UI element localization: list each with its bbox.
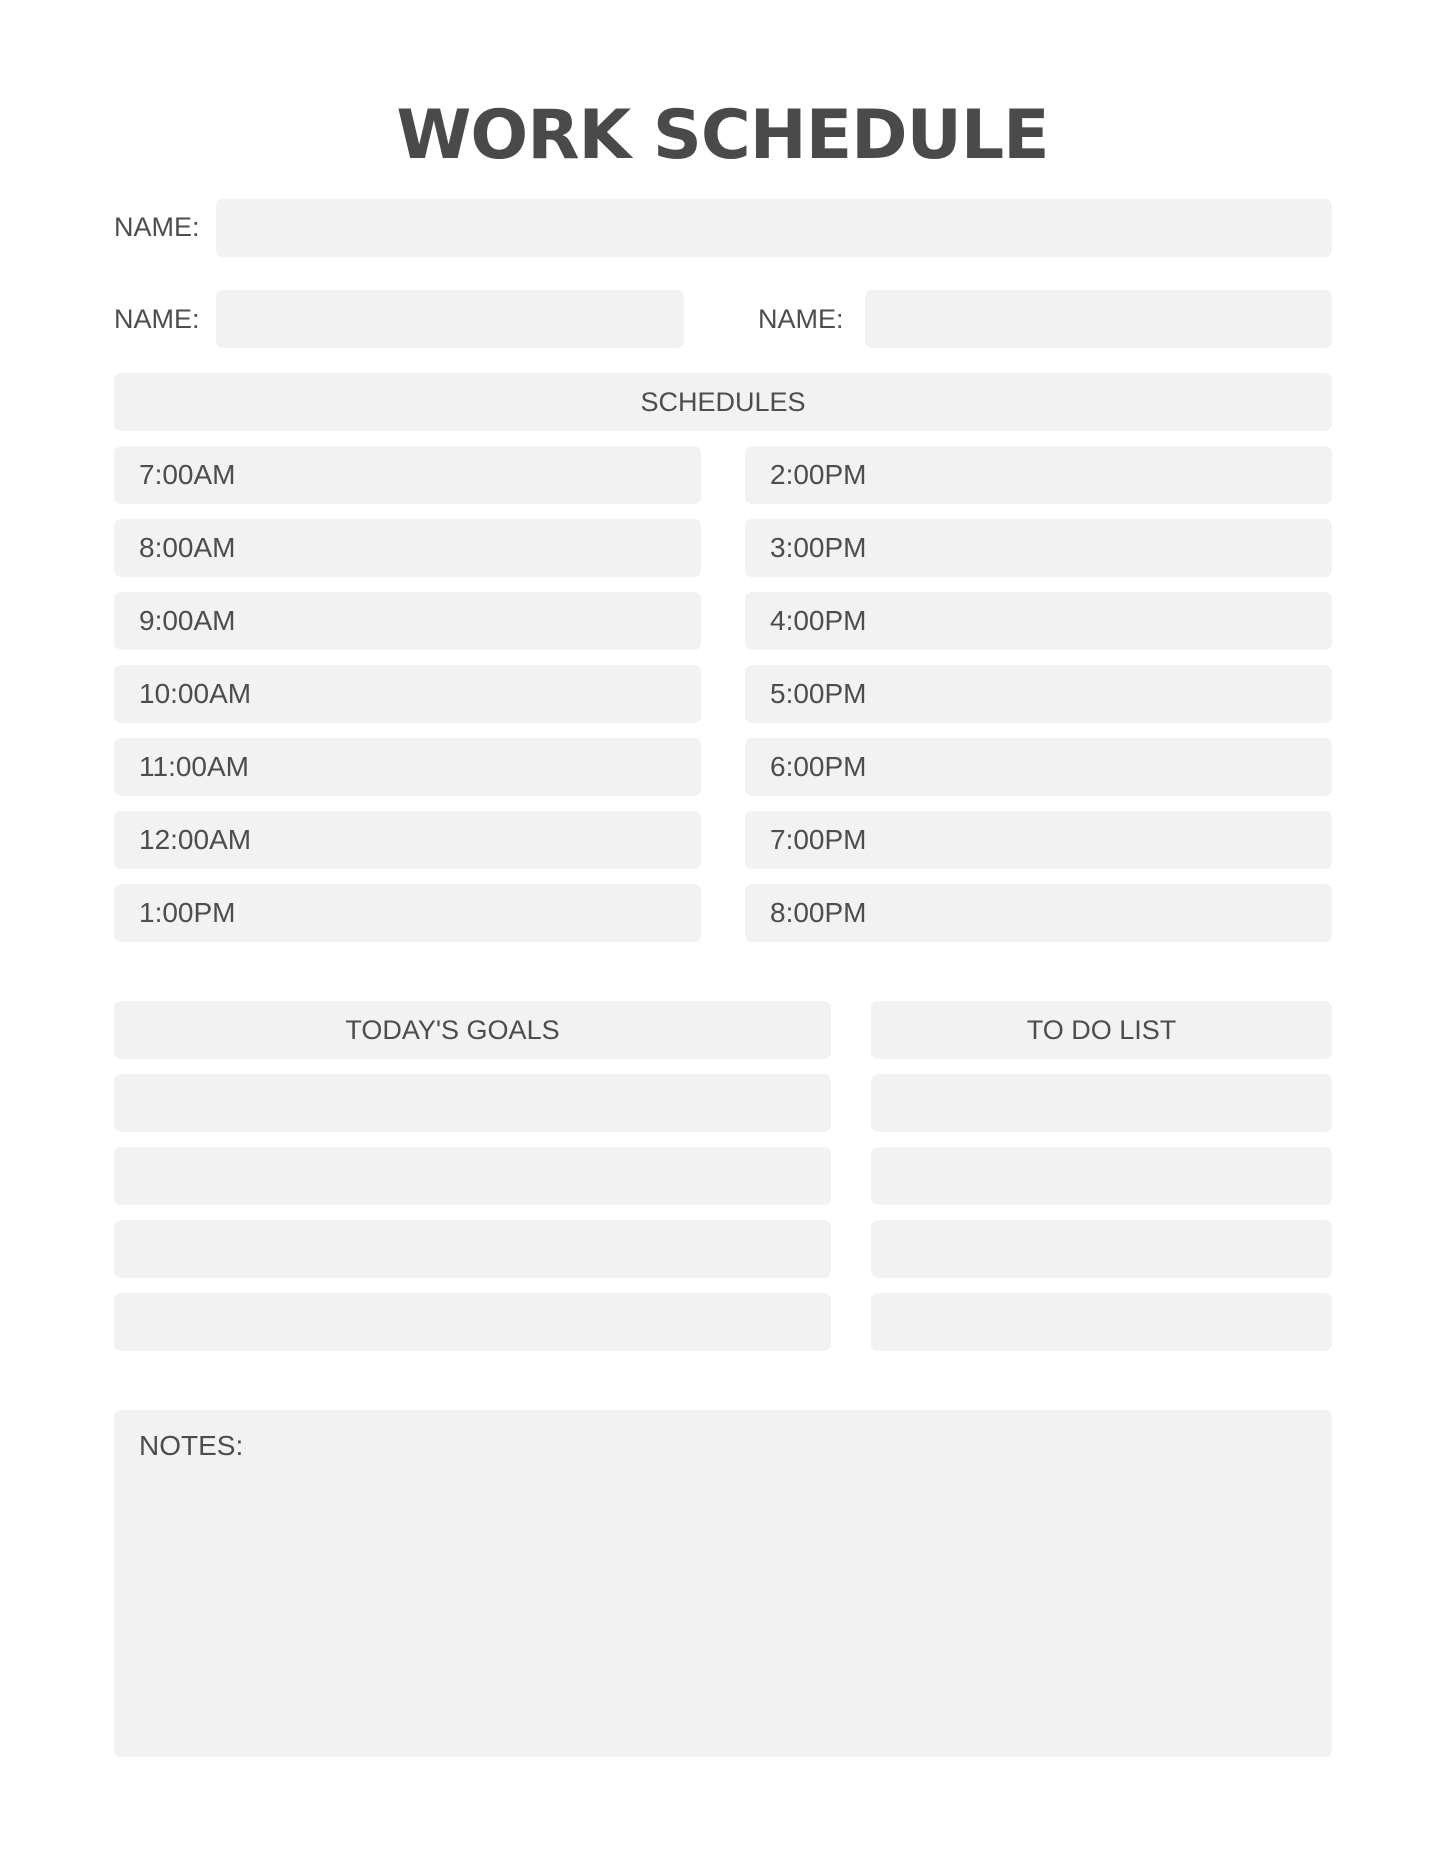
name-label-left: NAME: [114, 304, 200, 334]
schedule-slot[interactable]: 8:00PM [745, 884, 1332, 942]
name-label: NAME: [114, 212, 200, 242]
goal-field[interactable] [114, 1147, 831, 1205]
notes-label: NOTES: [139, 1430, 244, 1461]
todo-field[interactable] [871, 1220, 1332, 1278]
goal-field[interactable] [114, 1220, 831, 1278]
goal-field[interactable] [114, 1074, 831, 1132]
schedule-slot[interactable]: 2:00PM [745, 446, 1332, 504]
name-label-right: NAME: [758, 304, 844, 334]
schedule-slot[interactable]: 1:00PM [114, 884, 701, 942]
schedule-slot[interactable]: 10:00AM [114, 665, 701, 723]
notes-area[interactable] [114, 1410, 1332, 1757]
name-field-left[interactable] [216, 290, 684, 348]
schedule-slot[interactable]: 8:00AM [114, 519, 701, 577]
todo-field[interactable] [871, 1074, 1332, 1132]
schedule-slot[interactable]: 12:00AM [114, 811, 701, 869]
schedule-slot[interactable]: 7:00PM [745, 811, 1332, 869]
schedules-heading: SCHEDULES [114, 373, 1332, 431]
schedule-slot[interactable]: 9:00AM [114, 592, 701, 650]
goals-heading: TODAY'S GOALS [114, 1001, 831, 1059]
todo-heading: TO DO LIST [871, 1001, 1332, 1059]
name-field[interactable] [216, 199, 1332, 257]
name-field-right[interactable] [865, 290, 1332, 348]
schedule-slot[interactable]: 5:00PM [745, 665, 1332, 723]
schedule-slot[interactable]: 4:00PM [745, 592, 1332, 650]
todo-field[interactable] [871, 1147, 1332, 1205]
schedule-slot[interactable]: 3:00PM [745, 519, 1332, 577]
schedule-slot[interactable]: 7:00AM [114, 446, 701, 504]
schedule-slot[interactable]: 6:00PM [745, 738, 1332, 796]
page-title: WORK SCHEDULE [396, 96, 1049, 175]
schedule-slot[interactable]: 11:00AM [114, 738, 701, 796]
todo-field[interactable] [871, 1293, 1332, 1351]
goal-field[interactable] [114, 1293, 831, 1351]
